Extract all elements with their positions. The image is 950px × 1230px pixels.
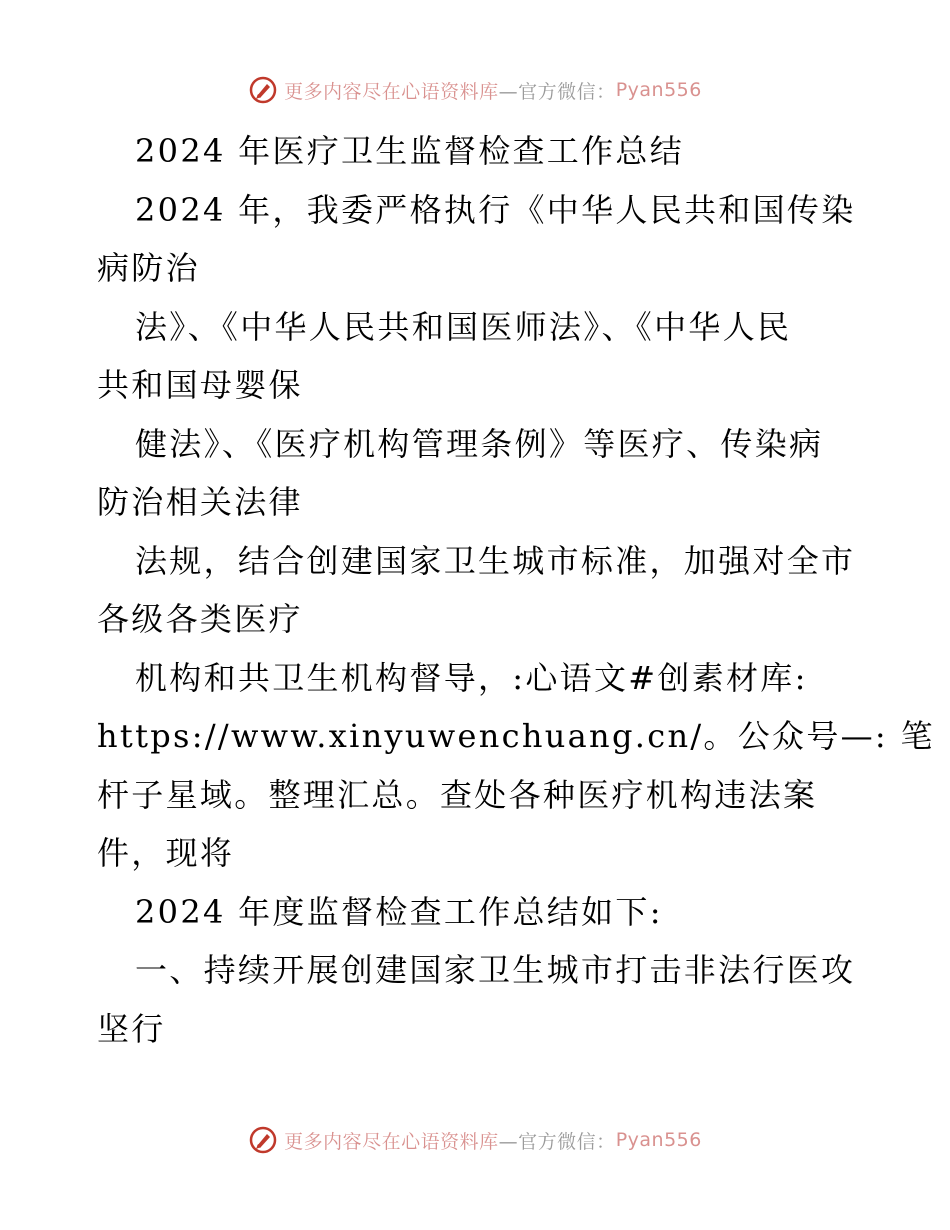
document-line: 坚行 — [97, 1009, 166, 1048]
watermark-text: 更多内容尽在心语资料库 — [284, 80, 499, 103]
watermark-text: 更多内容尽在心语资料库 — [284, 1130, 499, 1153]
pen-logo-icon — [248, 75, 278, 105]
document-line: 健法》、《医疗机构管理条例》等医疗、传染病 — [135, 424, 824, 463]
watermark-suffix: —官方微信： — [498, 80, 616, 103]
document-line-url: https://www.xinyuwenchuang.cn/。公众号—: 笔 — [97, 717, 935, 755]
document-line: 病防治 — [97, 249, 200, 287]
document-line: 件，现将 — [97, 834, 235, 872]
watermark-suffix: —官方微信： — [498, 1130, 616, 1153]
document-line: 法》、《中华人民共和国医师法》、《中华人民 — [135, 307, 792, 346]
document-body — [97, 122, 935, 1058]
watermark-id: Pyan556 — [615, 79, 702, 101]
document-line: 共和国母婴保 — [97, 366, 303, 404]
document-line: 2024 年度监督检查工作总结如下: — [135, 892, 663, 931]
document-line: 2024 年医疗卫生监督检查工作总结 — [135, 132, 685, 170]
document-line: 一、持续开展创建国家卫生城市打击非法行医攻 — [135, 951, 856, 989]
header-watermark — [0, 70, 950, 110]
footer-watermark — [0, 1120, 950, 1160]
document-line: 各级各类医疗 — [97, 600, 303, 638]
document-line: 防治相关法律 — [97, 483, 303, 521]
document-line: 2024 年，我委严格执行《中华人民共和国传染 — [135, 190, 856, 229]
watermark-id: Pyan556 — [615, 1129, 702, 1151]
pen-logo-icon — [248, 1125, 278, 1155]
document-line: 杆子星域。整理汇总。查处各种医疗机构违法案 — [97, 775, 818, 814]
document-line: 机构和共卫生机构督导，:心语文#创素材库: — [135, 658, 808, 697]
document-line: 法规，结合创建国家卫生城市标准，加强对全市 — [135, 541, 856, 580]
